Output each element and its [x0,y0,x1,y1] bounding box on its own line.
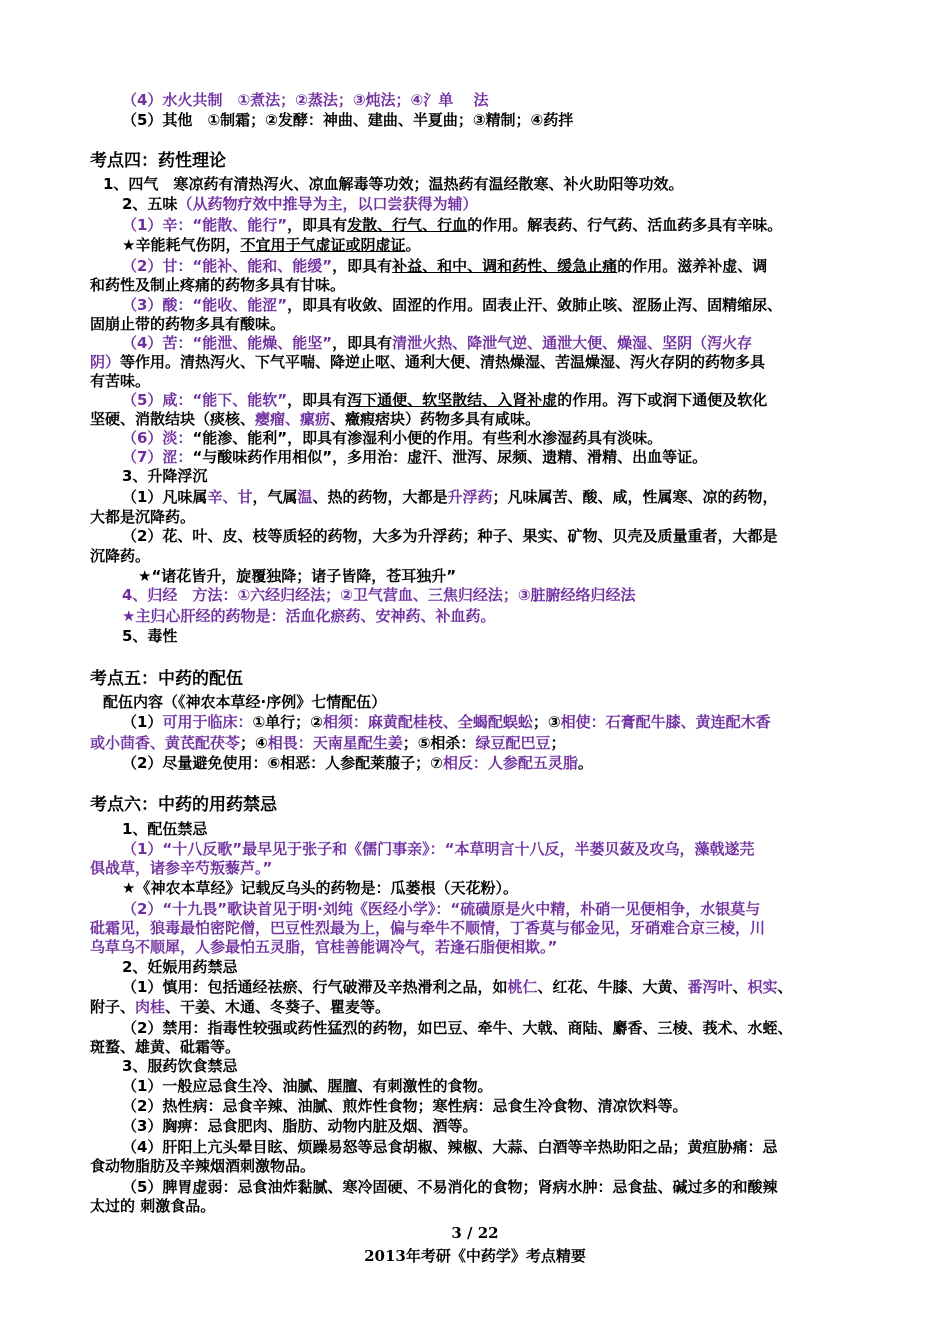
text-line: 和药性及制止疼痛的药物多具有甘味。 [90,276,346,294]
text-line: （1）可用于临床：①单行；②相须：麻黄配桂枝、全蝎配蜈蚣；③相使：石膏配牛膝、黄连配木香 [122,713,771,731]
text-line: 斑蝥、雄黄、砒霜等。 [90,1038,241,1056]
text-line: 或小茴香、黄芪配茯苓；④相畏：天南星配生姜；⑤相杀：绿豆配巴豆； [90,734,566,752]
text-line: （1）一般应忌食生冷、油腻、腥膻、有刺激性的食物。 [122,1077,493,1095]
section-heading-5: 考点五：中药的配伍 [90,669,243,689]
text-line: 3、升降浮沉 [122,467,208,485]
text-line: 阴）等作用。清热泻火、下气平喘、降逆止呕、通利大便、清热燥湿、苦温燥湿、泻火存阴的药物多具 [90,353,766,371]
footer-title: 2013年考研《中药学》考点精要 [364,1247,586,1265]
text-line: （1）“十八反歌”最早见于张子和《儒门事亲》：“本草明言十八反，半蒌贝蔹及攻乌，藻戟遂芫 [122,840,755,858]
text-line: （2）“十九畏”歌诀首见于明·刘纯《医经小学》：“硫磺原是火中精，朴硝一见便相争，水银莫与 [122,900,761,918]
text-line: （3）胸痹：忌食肥肉、脂肪、动物内脏及烟、酒等。 [122,1117,478,1135]
text-line: （4）水火共制 ①煮法；②蒸法；③炖法；④氵单 法 [122,91,489,109]
text-line: 4、归经 方法：①六经归经法；②卫气营血、三焦归经法；③脏腑经络归经法 [122,586,636,604]
text-line: （4）肝阳上亢头晕目眩、烦躁易怒等忌食胡椒、辣椒、大蒜、白酒等辛热助阳之品；黄疸胁痛：忌 [122,1138,778,1156]
text-line: 沉降药。 [90,547,151,565]
text-line: （1）慎用：包括通经祛瘀、行气破滞及辛热滑利之品，如桃仁、红花、牛膝、大黄、番泻叶、枳实、 [122,978,793,996]
text-line: 附子、肉桂、干姜、木通、冬葵子、瞿麦等。 [90,998,391,1016]
text-line: ★“诸花皆升，旋覆独降；诸子皆降，苍耳独升” [138,567,457,585]
text-line: 5、毒性 [122,627,178,645]
text-line: 乌草乌不顺犀，人参最怕五灵脂，官桂善能调冷气，若逢石脂便相欺。” [90,938,558,956]
text-line: 配伍内容（《神农本草经·序例》七情配伍） [103,693,387,711]
text-line: （1）辛：“能散、能行”，即具有发散、行气、行血的作用。解表药、行气药、活血药多具有辛味。 [122,216,783,234]
text-line: 固崩止带的药物多具有酸味。 [90,315,286,333]
text-line: （3）酸：“能收、能涩”，即具有收敛、固涩的作用。固表止汗、敛肺止咳、涩肠止泻、固精缩尿、 [122,296,783,314]
text-line: 大都是沉降药。 [90,508,196,526]
text-line: （6）淡：“能渗、能利”，即具有渗湿利小便的作用。有些利水渗湿药具有淡味。 [122,429,663,447]
text-line: （5）咸：“能下、能软”，即具有泻下通便、软坚散结、入肾补虚的作用。泻下或润下通便及软化 [122,391,768,409]
text-line: （2）禁用：指毒性较强或药性猛烈的药物，如巴豆、牵牛、大戟、商陆、麝香、三棱、莪术、水蛭、 [122,1019,793,1037]
text-line: 1、配伍禁忌 [122,820,208,838]
text-line: （4）苦：“能泄、能燥、能坚”，即具有清泄火热、降泄气逆、通泄大便、燥湿、坚阴（泻火存 [122,334,753,352]
text-line: 砒霜见，狼毒最怕密陀僧，巴豆性烈最为上，偏与牵牛不顺情，丁香莫与郁金见，牙硝难合京三棱，川 [90,919,766,937]
text-line: 坚硬、消散结块（痰核、瘿瘤、瘰疬、癥瘕痞块）药物多具有咸味。 [90,410,541,428]
text-line: 食动物脂肪及辛辣烟酒刺激物品。 [90,1157,316,1175]
text-line: ★《神农本草经》记载反乌头的药物是：瓜蒌根（天花粉）。 [122,879,518,897]
text-line: 3、服药饮食禁忌 [122,1057,238,1075]
text-line: 1、四气 寒凉药有清热泻火、凉血解毒等功效；温热药有温经散寒、补火助阳等功效。 [103,175,684,193]
text-line: ★主归心肝经的药物是：活血化瘀药、安神药、补血药。 [122,607,496,625]
text-line: 2、五味（从药物疗效中推导为主，以口尝获得为辅） [122,195,478,213]
text-line: （5）其他 ①制霜；②发酵：神曲、建曲、半夏曲；③精制；④药拌 [122,111,574,129]
text-line: 有苦味。 [90,372,151,390]
text-line: 俱战草，诸参辛芍叛藜芦。” [90,859,273,877]
text-line: 2、妊娠用药禁忌 [122,958,238,976]
text-line: 太过的 刺激食品。 [90,1197,216,1215]
text-line: （2）尽量避免使用：⑥相恶：人参配莱菔子；⑦相反：人参配五灵脂。 [122,754,593,772]
text-line: （2）甘：“能补、能和、能缓”，即具有补益、和中、调和药性、缓急止痛的作用。滋养补虚、调 [122,257,768,275]
section-heading-6: 考点六：中药的用药禁忌 [90,795,277,815]
text-line: ★辛能耗气伤阴，不宜用于气虚证或阴虚证。 [122,236,421,254]
section-heading-4: 考点四：药性理论 [90,151,226,171]
text-line: （2）花、叶、皮、枝等质轻的药物，大多为升浮药；种子、果实、矿物、贝壳及质量重者，大都是 [122,527,778,545]
text-line: （7）涩：“与酸味药作用相似”，多用治：虚汗、泄泻、尿频、遗精、滑精、出血等证。 [122,448,708,466]
text-line: （5）脾胃虚弱：忌食油炸黏腻、寒冷固硬、不易消化的食物；肾病水肿：忌食盐、碱过多的和酸辣 [122,1178,778,1196]
text-line: （2）热性病：忌食辛辣、油腻、煎炸性食物；寒性病：忌食生冷食物、清凉饮料等。 [122,1097,688,1115]
text-line: （1）凡味属辛、甘，气属温、热的药物，大都是升浮药；凡味属苦、酸、咸，性属寒、凉的药物， [122,488,778,506]
page-number: 3 / 22 [451,1224,499,1242]
